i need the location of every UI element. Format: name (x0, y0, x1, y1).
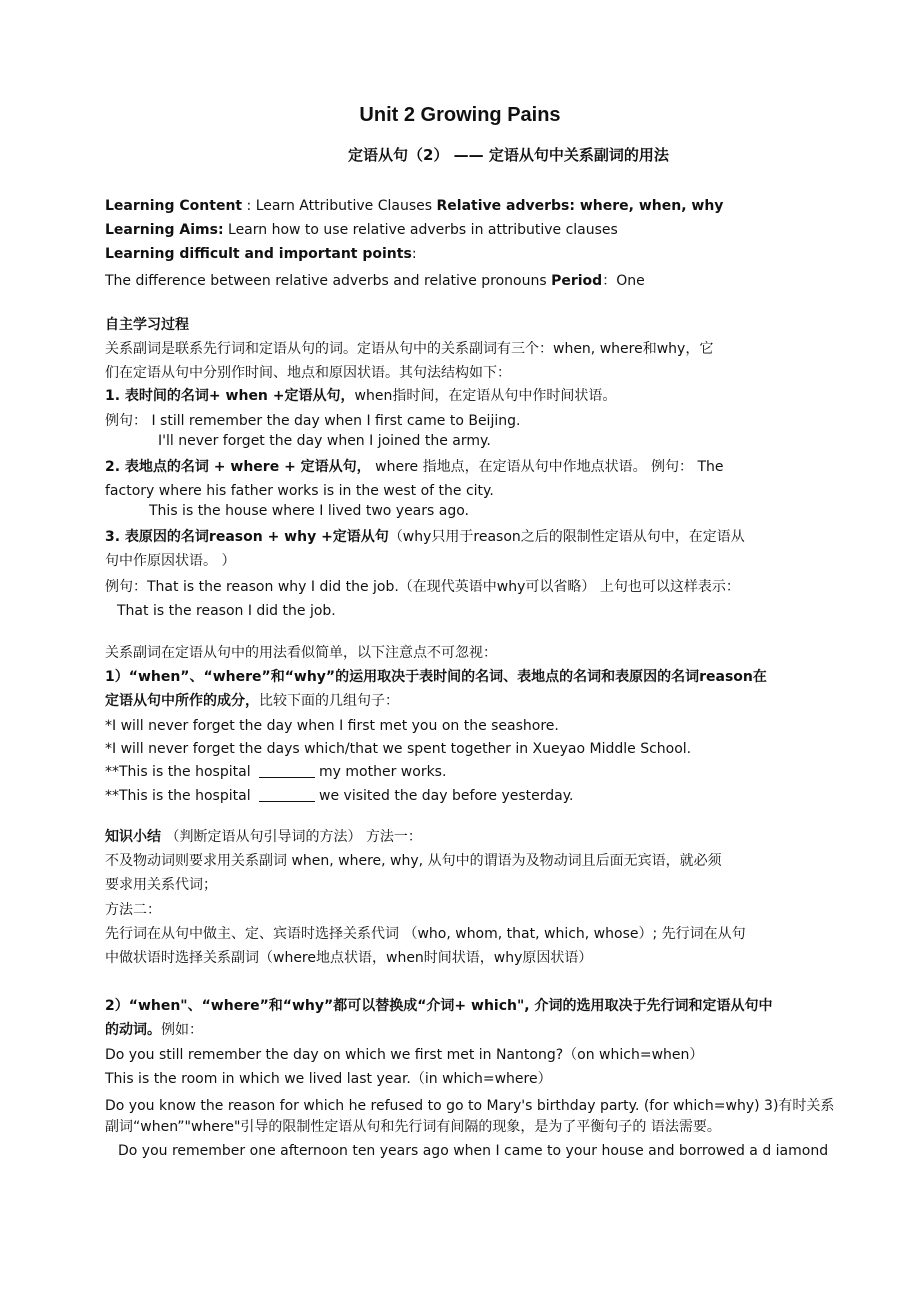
point-2-bold: 2. 表地点的名词 + where + 定语从句， (105, 459, 371, 475)
point-3-example-2: That is the reason I did the job. (117, 603, 336, 619)
part-2-line-1: 2）“when"、“where”和“why”都可以替换成“介词+ which", 介词的选用取决于先行词和定语从句中 (105, 998, 773, 1014)
summary-heading: 知识小结 (105, 829, 161, 845)
part-2-example-2: This is the room in which we lived last year.（in which=where） (105, 1071, 552, 1087)
learning-points-colon: : (411, 246, 417, 262)
part-2-example-1: Do you still remember the day on which we first met in Nantong?（on which=when） (105, 1047, 704, 1063)
note-point-1-text: 比较下面的几组句子： (259, 693, 399, 709)
note-sentence-4-start: **This is the hospital (105, 788, 256, 804)
summary-method-1-line-1: 不及物动词则要求用关系副词 when, where, why, 从句中的谓语为及物动词且后面无宾语，就必须 (105, 853, 722, 869)
self-study-heading: 自主学习过程 (105, 317, 189, 333)
point-1-line (105, 386, 616, 406)
summary-heading-line (105, 827, 422, 847)
period-text: ：One (602, 273, 645, 289)
point-1-example-1 (105, 411, 520, 431)
part-2-example-4: 副词“when”"where"引导的限制性定语从句和先行词有间隔的现象，是为了平衡句子的 语法需要。 (105, 1119, 721, 1135)
note-sentence-4 (105, 786, 574, 806)
blank-2 (259, 787, 315, 802)
part-2-line-2 (105, 1020, 203, 1040)
note-sentence-4-end: we visited the day before yesterday. (319, 788, 574, 804)
blank-1 (259, 763, 315, 778)
summary-method-2-line-1: 先行词在从句中做主、定、宾语时选择关系代词 （who, whom, that, which, whose）; 先行词在从句 (105, 926, 746, 942)
note-sentence-3-start: **This is the hospital (105, 764, 256, 780)
page-title: Unit 2 Growing Pains (359, 104, 561, 126)
point-1-example-2: I'll never forget the day when I joined the army. (158, 433, 491, 449)
point-2-text: where 指地点，在定语从句中作地点状语。 例句： The (370, 459, 724, 475)
learning-aims-line (105, 220, 618, 240)
difference-line (105, 271, 645, 291)
point-1-example-1-text: I still remember the day when I first came to Beijing. (147, 413, 521, 429)
learning-content-line (105, 196, 723, 216)
learning-content-text: : Learn Attributive Clauses (242, 198, 437, 214)
self-study-intro-1: 关系副词是联系先行词和定语从句的词。定语从句中的关系副词有三个：when, where和why，它 (105, 341, 714, 357)
summary-heading-rest: （判断定语从句引导词的方法） 方法一： (161, 829, 422, 845)
point-2-line (105, 457, 724, 477)
part-2-line-2-text: 例如： (161, 1022, 203, 1038)
note-sentence-2: *I will never forget the days which/that we spent together in Xueyao Middle School. (105, 741, 692, 757)
note-intro: 关系副词在定语从句中的用法看似简单，以下注意点不可忽视： (105, 645, 497, 661)
learning-content-label: Learning Content (105, 198, 243, 214)
part-2-example-3: Do you know the reason for which he refused to go to Mary's birthday party. (for which=why) 3)有时关系 (105, 1098, 835, 1114)
summary-method-1-line-2: 要求用关系代词； (105, 877, 217, 893)
note-point-1-line-2 (105, 691, 399, 711)
example-label: 例句： (105, 413, 147, 429)
learning-content-bold: Relative adverbs: where, when, why (436, 198, 724, 214)
note-sentence-1: *I will never forget the day when I first met you on the seashore. (105, 718, 559, 734)
point-3-line-2: 句中作原因状语。 ） (105, 553, 236, 569)
learning-aims-label: Learning Aims: (105, 222, 224, 238)
period-label: Period (551, 273, 603, 289)
note-point-1-line-1: 1）“when”、“where”和“why”的运用取决于表时间的名词、表地点的名词和表原因的名词reason在 (105, 669, 767, 685)
note-sentence-3-end: my mother works. (319, 764, 447, 780)
point-3-line (105, 527, 745, 547)
point-2-line-2: factory where his father works is in the west of the city. (105, 483, 494, 499)
part-2-example-5: Do you remember one afternoon ten years ago when I came to your house and borrowed a d iamond (118, 1143, 829, 1159)
summary-method-2-label: 方法二： (105, 902, 161, 918)
note-sentence-3 (105, 762, 446, 782)
point-3-bold: 3. 表原因的名词reason + why +定语从句 (105, 529, 389, 545)
note-point-1-bold: 定语从句中所作的成分， (105, 693, 259, 709)
self-study-intro-2: 们在定语从句中分别作时间、地点和原因状语。其句法结构如下： (105, 365, 511, 381)
learning-points-label: Learning difficult and important points (105, 246, 412, 262)
learning-points-line (105, 244, 417, 264)
point-3-example-1: 例句：That is the reason why I did the job.（在现代英语中why可以省略） 上句也可以这样表示： (105, 579, 740, 595)
learning-aims-text: Learn how to use relative adverbs in attributive clauses (223, 222, 618, 238)
point-2-example-2: This is the house where I lived two years ago. (149, 503, 469, 519)
part-2-line-2-bold: 的动词。 (105, 1022, 161, 1038)
point-3-text: （why只用于reason之后的限制性定语从句中，在定语从 (388, 529, 745, 545)
point-1-text: when指时间，在定语从句中作时间状语。 (354, 388, 617, 404)
page-subtitle: 定语从句（2） —— 定语从句中关系副词的用法 (348, 146, 669, 164)
summary-method-2-line-2: 中做状语时选择关系副词（where地点状语，when时间状语，why原因状语） (105, 950, 593, 966)
point-1-bold: 1. 表时间的名词+ when +定语从句， (105, 388, 355, 404)
difference-text: The difference between relative adverbs and relative pronouns (105, 273, 552, 289)
